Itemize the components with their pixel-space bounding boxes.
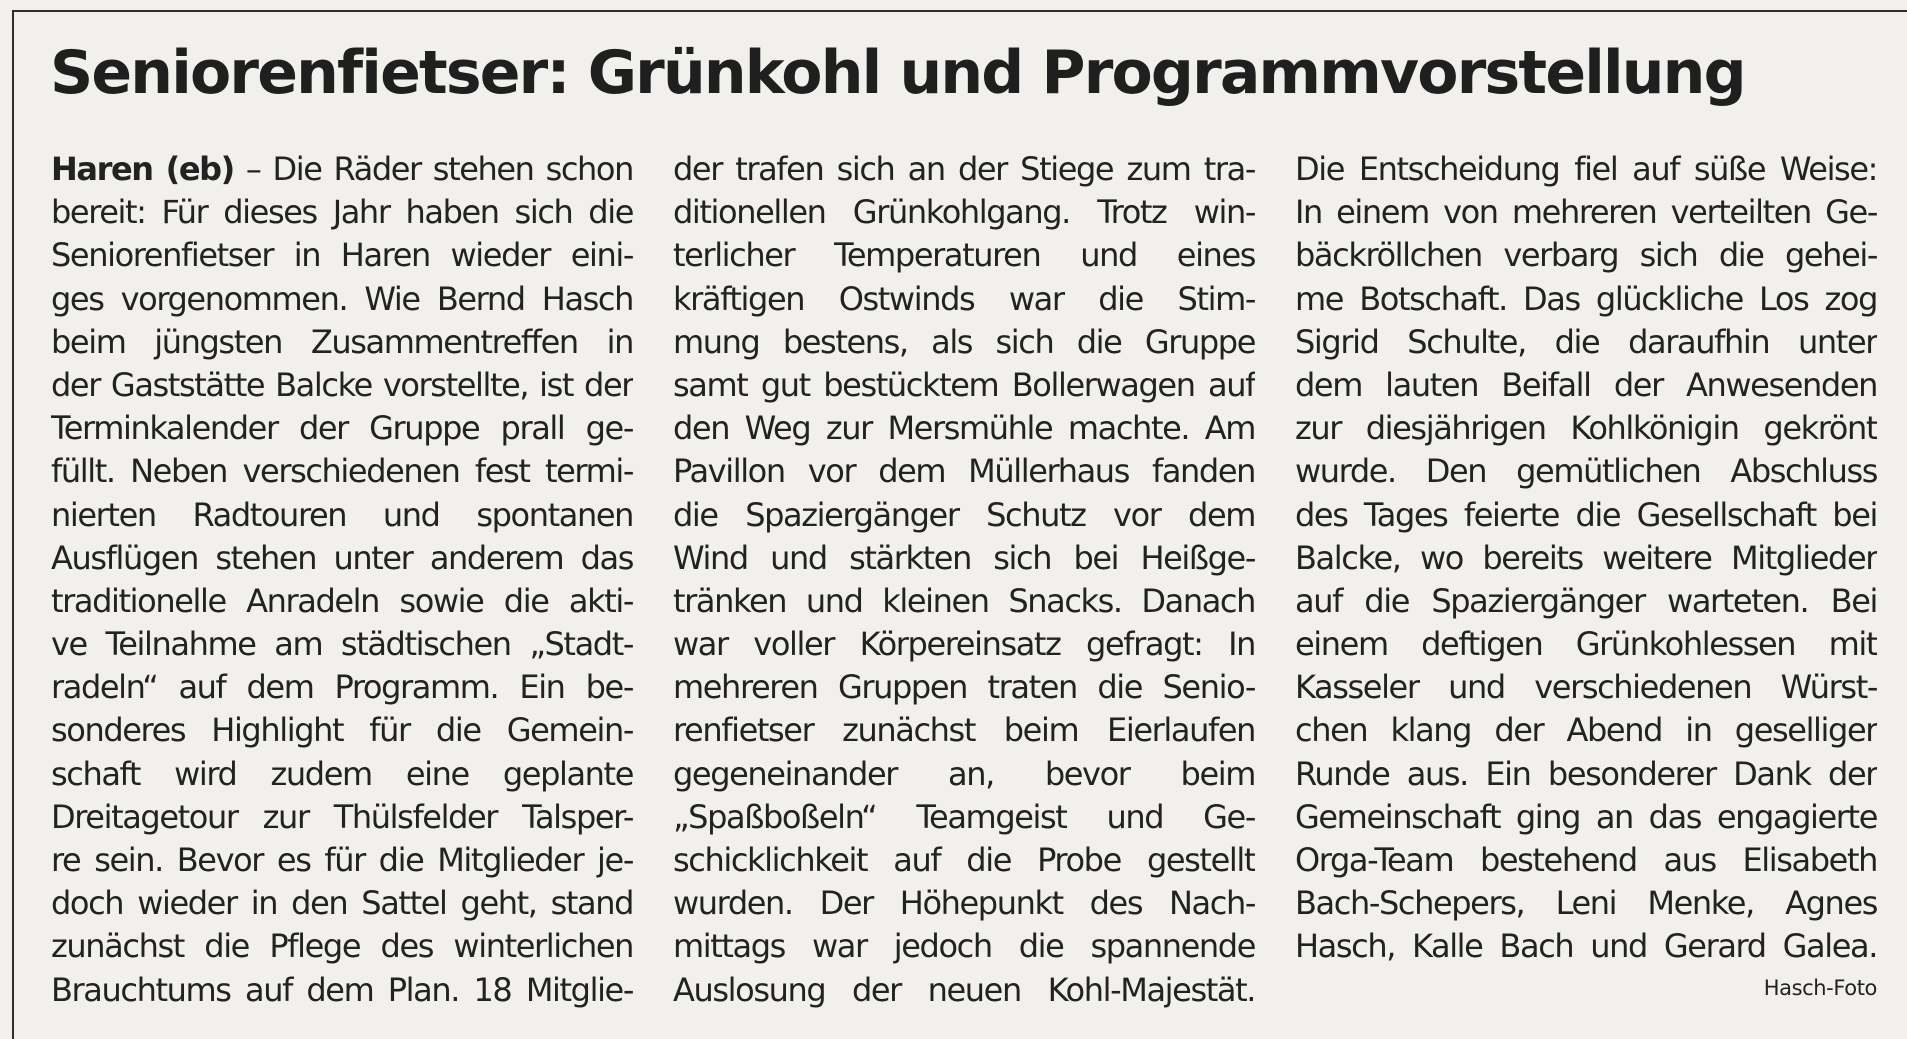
article-text-line: Hasch, Kalle Bach und Gerard Galea. (1295, 927, 1877, 966)
article-text-line: Sigrid Schulte, die daraufhin unter (1295, 322, 1877, 361)
article-column-1 (51, 148, 633, 1012)
article-text-line: ditionellen Grünkohlgang. Trotz win- (673, 193, 1255, 232)
article-text-line: einem deftigen Grünkohlessen mit (1295, 625, 1877, 664)
article-column-3 (1295, 148, 1877, 969)
article-text-line: zunächst die Pflege des winterlichen (51, 927, 633, 966)
article-text-line: „Spaßboßeln“ Teamgeist und Ge- (673, 797, 1255, 836)
article-text-line: des Tages feierte die Gesellschaft bei (1295, 495, 1877, 534)
clipping-border-top (12, 10, 1907, 12)
article-text-line: samt gut bestücktem Bollerwagen auf (673, 365, 1255, 404)
article-text-line: mehreren Gruppen traten die Senio- (673, 668, 1255, 707)
article-text-line: gegeneinander an, bevor beim (673, 754, 1255, 793)
article-text-line: Balcke, wo bereits weitere Mitglieder (1295, 538, 1877, 577)
article-text-line: renfietser zunächst beim Eierlaufen (673, 711, 1255, 750)
article-text-line: ges vorgenommen. Wie Bernd Hasch (51, 279, 633, 318)
article-text-line: bereit: Für dieses Jahr haben sich die (51, 193, 633, 232)
article-text-line: Runde aus. Ein besonderer Dank der (1295, 754, 1877, 793)
article-text-line: die Spaziergänger Schutz vor dem (673, 495, 1255, 534)
article-text-line: nierten Radtouren und spontanen (51, 495, 633, 534)
article-text-line: terlicher Temperaturen und eines (673, 236, 1255, 275)
article-text-line: re sein. Bevor es für die Mitglieder je- (51, 841, 633, 879)
article-text-line: dem lauten Beifall der Anwesenden (1295, 365, 1877, 404)
article-text-line: ve Teilnahme am städtischen „Stadt- (51, 625, 633, 664)
clipping-border-left (12, 10, 14, 1039)
article-text-line: Pavillon vor dem Müllerhaus fanden (673, 452, 1255, 491)
article-column-2 (673, 148, 1255, 1012)
article-text-line: zur diesjährigen Kohlkönigin gekrönt (1295, 409, 1877, 448)
article-text-line: Orga-Team bestehend aus Elisabeth (1295, 841, 1877, 879)
article-dateline: Haren (eb) (51, 150, 234, 188)
article-text-line: sonderes Highlight für die Gemein- (51, 711, 633, 750)
article-text-line: Kasseler und verschiedenen Würst- (1295, 668, 1877, 707)
article-text-line (51, 148, 633, 191)
article-text-line: schaft wird zudem eine geplante (51, 754, 633, 793)
article-text-line: bäckröllchen verbarg sich die gehei- (1295, 236, 1877, 275)
article-text-line: war voller Körpereinsatz gefragt: In (673, 625, 1255, 664)
article-text-line: Brauchtums auf dem Plan. 18 Mitglie- (51, 970, 633, 1009)
article-text-line: Seniorenfietser in Haren wieder eini- (51, 236, 633, 275)
article-text-line: Bach-Schepers, Leni Menke, Agnes (1295, 884, 1877, 923)
article-text-line: Ausflügen stehen unter anderem das (51, 538, 633, 577)
article-text-line: tränken und kleinen Snacks. Danach (673, 581, 1255, 620)
article-text-line: doch wieder in den Sattel geht, stand (51, 884, 633, 923)
article-text-line: den Weg zur Mersmühle machte. Am (673, 409, 1255, 448)
photo-credit: Hasch-Foto (1763, 976, 1877, 1000)
article-headline: Seniorenfietser: Grünkohl und Programmvorstellung (50, 38, 1745, 108)
article-text-line: beim jüngsten Zusammentreffen in (51, 322, 633, 361)
article-text-line: mittags war jedoch die spannende (673, 927, 1255, 966)
article-text-line: kräftigen Ostwinds war die Stim- (673, 279, 1255, 318)
article-text-line: füllt. Neben verschiedenen fest termi- (51, 452, 633, 491)
article-text-line: Die Entscheidung fiel auf süße Weise: (1295, 150, 1877, 188)
article-text-line: Dreitagetour zur Thülsfelder Talsper- (51, 797, 633, 836)
article-text: – Die Räder stehen schon (233, 150, 633, 188)
article-text-line: Terminkalender der Gruppe prall ge- (51, 409, 633, 448)
article-text-line: wurden. Der Höhepunkt des Nach- (673, 884, 1255, 923)
article-text-line: Wind und stärkten sich bei Heißge- (673, 538, 1255, 577)
article-text-line: traditionelle Anradeln sowie die akti- (51, 581, 633, 620)
article-text-line: auf die Spaziergänger warteten. Bei (1295, 581, 1877, 620)
article-text-line: chen klang der Abend in geselliger (1295, 711, 1877, 750)
article-text-line: wurde. Den gemütlichen Abschluss (1295, 452, 1877, 491)
article-text-line: der Gaststätte Balcke vorstellte, ist der (51, 365, 633, 404)
article-text-line: In einem von mehreren verteilten Ge- (1295, 193, 1877, 232)
article-text-line: Gemeinschaft ging an das engagierte (1295, 797, 1877, 836)
article-text-line: Auslosung der neuen Kohl-Majestät. (673, 970, 1255, 1009)
article-text-line: radeln“ auf dem Programm. Ein be- (51, 668, 633, 707)
article-text-line: der trafen sich an der Stiege zum tra- (673, 150, 1255, 188)
article-text-line: schicklichkeit auf die Probe gestellt (673, 841, 1255, 879)
article-text-line: me Botschaft. Das glückliche Los zog (1295, 279, 1877, 318)
article-text-line: mung bestens, als sich die Gruppe (673, 322, 1255, 361)
